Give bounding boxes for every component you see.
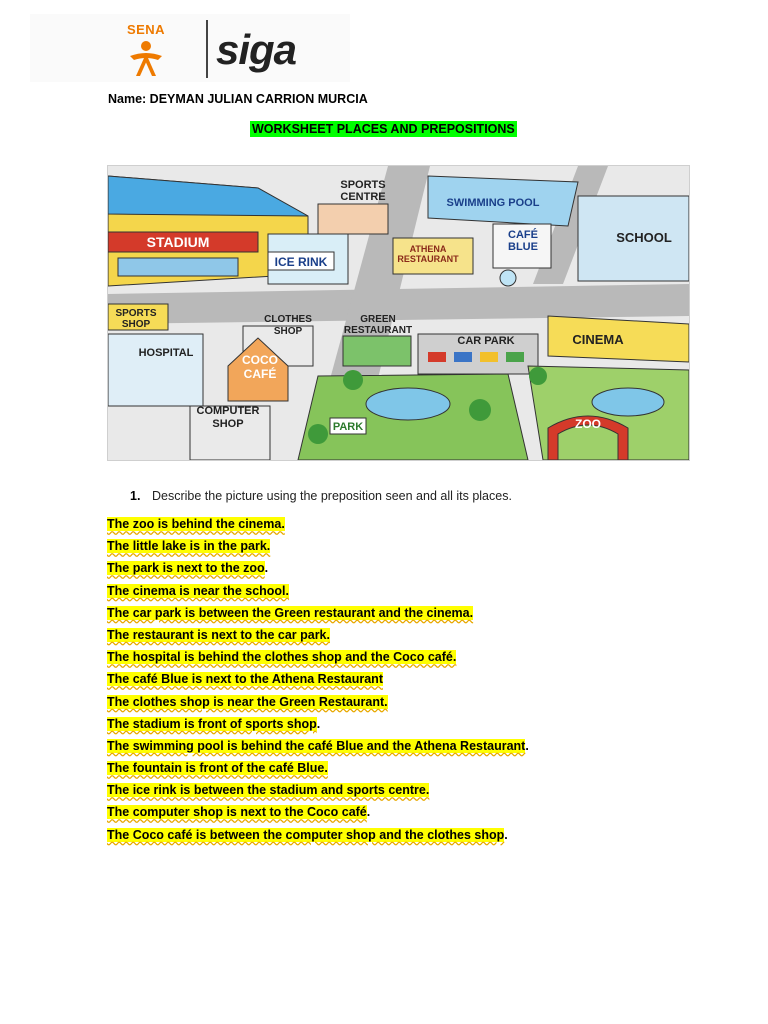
answer-line [107, 671, 529, 693]
answer-line [107, 560, 529, 582]
school-building [578, 196, 689, 281]
svg-text:PARK: PARK [332, 421, 364, 433]
answer-text: The stadium is front of sports shop [107, 716, 317, 731]
svg-text:SPORTS: SPORTS [340, 179, 386, 191]
lake [366, 388, 450, 420]
svg-text:HOSPITAL: HOSPITAL [138, 347, 194, 359]
answer-line [107, 649, 529, 671]
athena-restaurant-building [393, 238, 473, 274]
svg-text:SPORTS: SPORTS [115, 308, 157, 319]
zoo-area [528, 366, 689, 460]
answer-tail: . [316, 716, 321, 731]
stadium-label: STADIUM [146, 234, 210, 250]
cinema-building [548, 316, 689, 362]
answer-line [107, 538, 529, 560]
answer-line [107, 516, 529, 538]
header-logos [30, 14, 350, 82]
svg-text:CAR PARK: CAR PARK [457, 335, 515, 347]
answer-list [107, 516, 529, 849]
svg-text:BLUE: BLUE [508, 241, 538, 253]
answer-line [107, 716, 529, 738]
town-map-illustration [107, 165, 690, 461]
fountain-icon [500, 270, 516, 286]
svg-text:RESTAURANT: RESTAURANT [343, 325, 413, 336]
answer-text: The car park is between the Green restaurant and the cinema. [107, 605, 474, 620]
svg-text:CAFÉ: CAFÉ [508, 229, 538, 241]
student-name: Name: DEYMAN JULIAN CARRION MURCIA [108, 92, 368, 106]
svg-text:SHOP: SHOP [273, 326, 303, 337]
answer-text: The hospital is behind the clothes shop and the Coco café. [107, 650, 457, 665]
svg-text:ICE RINK: ICE RINK [274, 255, 328, 269]
car-park-area [418, 334, 538, 374]
answer-text: The clothes shop is near the Green Restaurant. [107, 694, 388, 709]
answer-line [107, 627, 529, 649]
answer-line [107, 760, 529, 782]
svg-text:CLOTHES: CLOTHES [264, 314, 312, 325]
answer-tail: . [504, 827, 508, 842]
svg-text:CENTRE: CENTRE [340, 191, 386, 203]
answer-line [107, 694, 529, 716]
answer-line [107, 583, 529, 605]
instruction [130, 489, 512, 503]
svg-text:ZOO: ZOO [575, 417, 601, 431]
answer-text: The restaurant is next to the car park. [107, 627, 330, 642]
park-area [298, 370, 528, 460]
ice-rink-building [268, 234, 348, 284]
svg-text:RESTAURANT: RESTAURANT [397, 254, 459, 264]
answer-text: The ice rink is between the stadium and sports centre. [107, 783, 430, 798]
answer-tail: . [366, 805, 371, 820]
answer-tail: . [264, 561, 269, 576]
sena-logo [122, 20, 170, 78]
svg-text:GREEN: GREEN [360, 314, 396, 325]
swimming-pool-building [428, 176, 578, 226]
answer-line [107, 605, 529, 627]
instruction-number: 1. [130, 489, 141, 503]
svg-text:SHOP: SHOP [212, 418, 244, 430]
answer-text: The swimming pool is behind the café Blue and the Athena Restaurant [107, 738, 526, 753]
svg-text:COCO: COCO [242, 353, 278, 367]
instruction-text: Describe the picture using the preposition seen and all its places. [152, 489, 512, 503]
svg-text:SWIMMING POOL: SWIMMING POOL [446, 197, 540, 209]
svg-text:CINEMA: CINEMA [572, 332, 624, 347]
answer-text: The computer shop is next to the Coco café [107, 805, 367, 820]
sports-shop-building [108, 304, 168, 330]
answer-text: The park is next to the zoo [107, 561, 265, 576]
svg-text:SCHOOL: SCHOOL [616, 230, 672, 245]
answer-line [107, 827, 529, 849]
answer-text: The Coco café is between the computer shop and the clothes shop [107, 827, 505, 842]
answer-line [107, 738, 529, 760]
svg-text:SHOP: SHOP [121, 319, 151, 330]
answer-text: The cinema is near the school. [107, 583, 290, 598]
sena-logo-text: SENA [126, 22, 166, 37]
svg-text:ATHENA: ATHENA [409, 244, 447, 254]
answer-text: The café Blue is next to the Athena Restaurant [107, 672, 383, 687]
svg-text:CAFÉ: CAFÉ [243, 367, 277, 381]
answer-tail: . [525, 738, 529, 753]
logo-divider [206, 20, 208, 78]
worksheet-title: WORKSHEET PLACES AND PREPOSITIONS [252, 122, 515, 136]
answer-line [107, 782, 529, 804]
siga-logo: siga [216, 26, 297, 73]
answer-line [107, 804, 529, 826]
svg-text:COMPUTER: COMPUTER [196, 405, 260, 417]
computer-shop-building [190, 405, 270, 460]
answer-text: The little lake is in the park. [107, 539, 271, 554]
answer-text: The fountain is front of the café Blue. [107, 761, 328, 776]
answer-text: The zoo is behind the cinema. [107, 517, 285, 531]
hospital-building [108, 334, 203, 406]
